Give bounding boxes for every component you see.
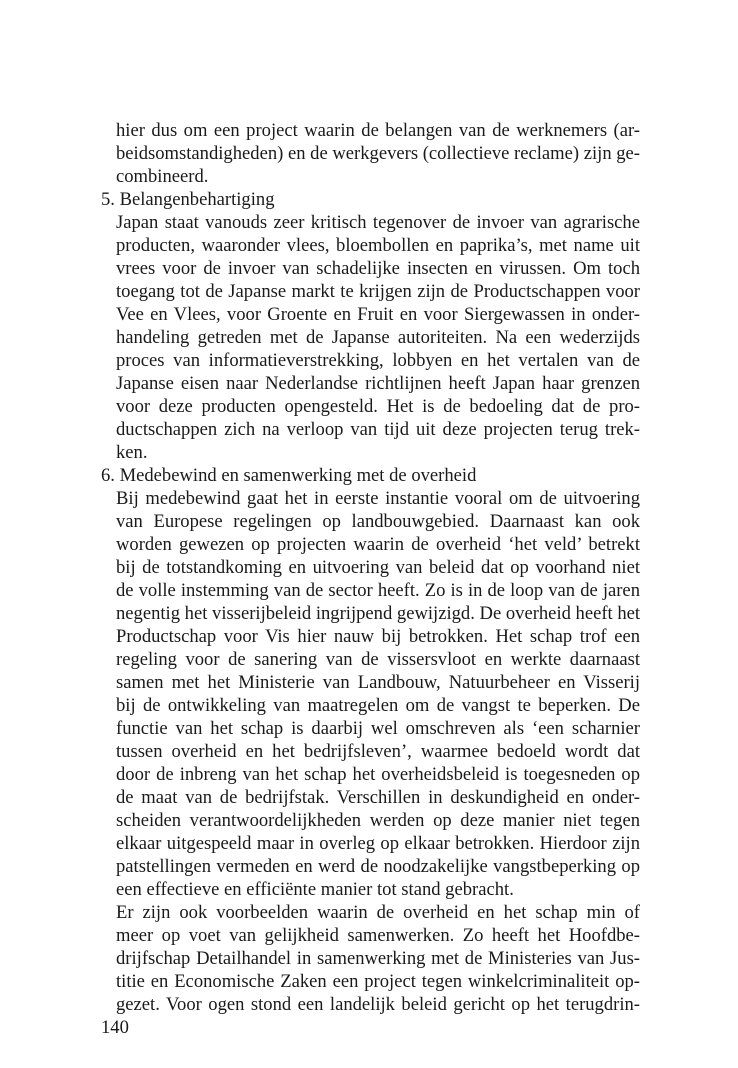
text-line: producten, waaronder vlees, bloembollen en paprika’s, met name uit [116,235,640,256]
text-line: combineerd. [116,166,209,187]
text-line: handeling getreden met de Japanse autoriteiten. Na een wederzijds [116,327,640,348]
text-line: regeling voor de sanering van de vissersvloot en werkte daarnaast [116,649,640,670]
text-line: hier dus om een project waarin de belangen van de werknemers (ar- [116,120,640,141]
page-number: 140 [101,1017,129,1038]
text-line: Japanse eisen naar Nederlandse richtlijnen heeft Japan haar grenzen [116,373,640,394]
text-line: toegang tot de Japanse markt te krijgen zijn de Productschappen voor [116,281,640,302]
text-line: worden gewezen op projecten waarin de overheid ‘het veld’ betrekt [116,534,640,555]
text-line: ductschappen zich na verloop van tijd uit deze projecten terug trek- [116,419,640,440]
text-line: meer op voet van gelijkheid samenwerken. Zo heeft het Hoofdbe- [116,925,640,946]
text-line: samen met het Ministerie van Landbouw, Natuurbeheer en Visserij [116,672,640,693]
section-heading-6: 6. Medebewind en samenwerking met de overheid [101,465,477,486]
text-line: bij de ontwikkeling van maatregelen om de vangst te beperken. De [116,695,640,716]
text-line: Vee en Vlees, voor Groente en Fruit en voor Siergewassen in onder- [116,304,640,325]
text-line: Japan staat vanouds zeer kritisch tegenover de invoer van agrarische [116,212,640,233]
text-line: een effectieve en efficiënte manier tot stand gebracht. [116,879,514,900]
text-line: functie van het schap is daarbij wel omschreven als ‘een scharnier [116,718,640,739]
text-line: bij de totstandkoming en uitvoering van beleid dat op voorhand niet [116,557,640,578]
text-line: patstellingen vermeden en werd de noodzakelijke vangstbeperking op [116,856,640,877]
text-line: drijfschap Detailhandel in samenwerking met de Ministeries van Jus- [116,948,640,969]
text-line: van Europese regelingen op landbouwgebied. Daarnaast kan ook [116,511,640,532]
text-line: negentig het visserijbeleid ingrijpend gewijzigd. De overheid heeft het [116,603,641,624]
section-heading-5: 5. Belangenbehartiging [101,189,275,210]
text-line: vrees voor de invoer van schadelijke insecten en virussen. Om toch [116,258,640,279]
text-line: beidsomstandigheden) en de werkgevers (collectieve reclame) zijn ge- [116,143,641,164]
text-line: scheiden verantwoordelijkheden werden op deze manier niet tegen [116,810,640,831]
text-line: gezet. Voor ogen stond een landelijk beleid gericht op het terugdrin- [116,994,640,1015]
text-line: de volle instemming van de sector heeft. Zo is in de loop van de jaren [116,580,640,601]
text-line: elkaar uitgespeeld maar in overleg op elkaar betrokken. Hierdoor zijn [116,833,640,854]
text-line: Bij medebewind gaat het in eerste instantie vooral om de uitvoering [116,488,640,509]
text-line: proces van informatieverstrekking, lobbyen en het vertalen van de [116,350,640,371]
text-line: Er zijn ook voorbeelden waarin de overheid en het schap min of [116,902,640,923]
text-line: Productschap voor Vis hier nauw bij betrokken. Het schap trof een [116,626,640,647]
text-line: tussen overheid en het bedrijfsleven’, waarmee bedoeld wordt dat [116,741,640,762]
text-line: ken. [116,442,148,463]
text-line: voor deze producten opengesteld. Het is de bedoeling dat de pro- [116,396,640,417]
text-line: titie en Economische Zaken een project tegen winkelcriminaliteit op- [116,971,640,992]
text-line: door de inbreng van het schap het overheidsbeleid is toegesneden op [116,764,640,785]
text-line: de maat van de bedrijfstak. Verschillen in deskundigheid en onder- [116,787,640,808]
